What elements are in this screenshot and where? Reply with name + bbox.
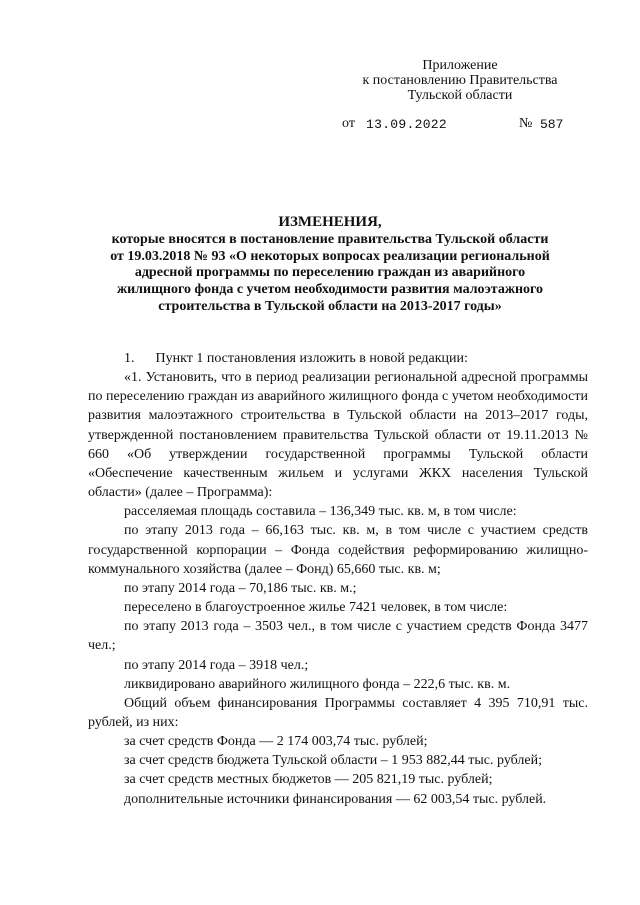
line-resettled-area: расселяемая площадь составила – 136,349 тыс. кв. м, в том числе: [124, 504, 517, 520]
paragraph-establish: «1. Установить, что в период реализации региональной адресной программы по переселению граждан из аварийного жилищного фонда с учетом необходимости развития малоэтажного строительства в Тульской области на 2013–2017 годы, утвержденной постановлением правительства Тульской области от 19.11.2013 № 660 «Об утверждении государственной программы Тульской области «Обеспечение качественным жильем и услугами ЖКХ населения Тульской области» (далее – Программа): [88, 370, 588, 501]
line-additional-financing: дополнительные источники финансирования — 62 003,54 тыс. рублей. [124, 791, 547, 807]
line-liquidated-fund: ликвидировано аварийного жилищного фонда – 222,6 тыс. кв. м. [124, 676, 511, 692]
decree-number: 587 [540, 117, 564, 132]
title-line-5: строительства в Тульской области на 2013-2017 годы» [158, 298, 502, 314]
document-title [80, 214, 580, 316]
appendix-header [340, 58, 580, 103]
decree-from-label: от [342, 116, 355, 131]
paragraph-stage-2013-people: по этапу 2013 года – 3503 чел., в том числе с участием средств Фонда 3477 чел.; [88, 619, 588, 654]
line-resettled-people: переселено в благоустроенное жилье 7421 человек, в том числе: [124, 600, 508, 616]
line-regional-budget-financing: за счет средств бюджета Тульской области – 1 953 882,44 тыс. рублей; [124, 753, 542, 769]
line-stage-2014-area: по этапу 2014 года – 70,186 тыс. кв. м.; [124, 580, 357, 596]
paragraph-total-financing: Общий объем финансирования Программы составляет 4 395 710,91 тыс. рублей, из них: [88, 695, 588, 730]
paragraph-stage-2013-area: по этапу 2013 года – 66,163 тыс. кв. м, в том числе с участием средств государственной корпорации – Фонда содействия реформированию жилищно-коммунального хозяйства (далее – Фонд) 65,660 тыс. кв. м; [88, 523, 588, 577]
line-local-budget-financing: за счет средств местных бюджетов — 205 821,19 тыс. рублей; [124, 772, 493, 788]
appendix-line-1: Приложение [422, 58, 498, 73]
line-stage-2014-people: по этапу 2014 года – 3918 чел.; [124, 657, 309, 673]
document-body [88, 349, 588, 809]
line-fund-financing: за счет средств Фонда — 2 174 003,74 тыс. рублей; [124, 734, 428, 750]
title-line-1: которые вносятся в постановление правительства Тульской области [111, 231, 549, 247]
decree-date: 13.09.2022 [366, 117, 448, 132]
item-1-heading: 1. Пункт 1 постановления изложить в новой редакции: [124, 351, 468, 366]
title-heading: ИЗМЕНЕНИЯ, [278, 214, 382, 230]
title-line-4: жилищного фонда с учетом необходимости развития малоэтажного [116, 282, 544, 298]
title-line-2: от 19.03.2018 № 93 «О некоторых вопросах реализации региональной [110, 248, 550, 264]
decree-reference [342, 116, 582, 134]
title-line-3: адресной программы по переселению граждан из аварийного [134, 265, 526, 281]
appendix-line-2: к постановлению Правительства [362, 73, 558, 88]
appendix-line-3: Тульской области [407, 88, 513, 103]
decree-number-sign: № [519, 116, 533, 131]
